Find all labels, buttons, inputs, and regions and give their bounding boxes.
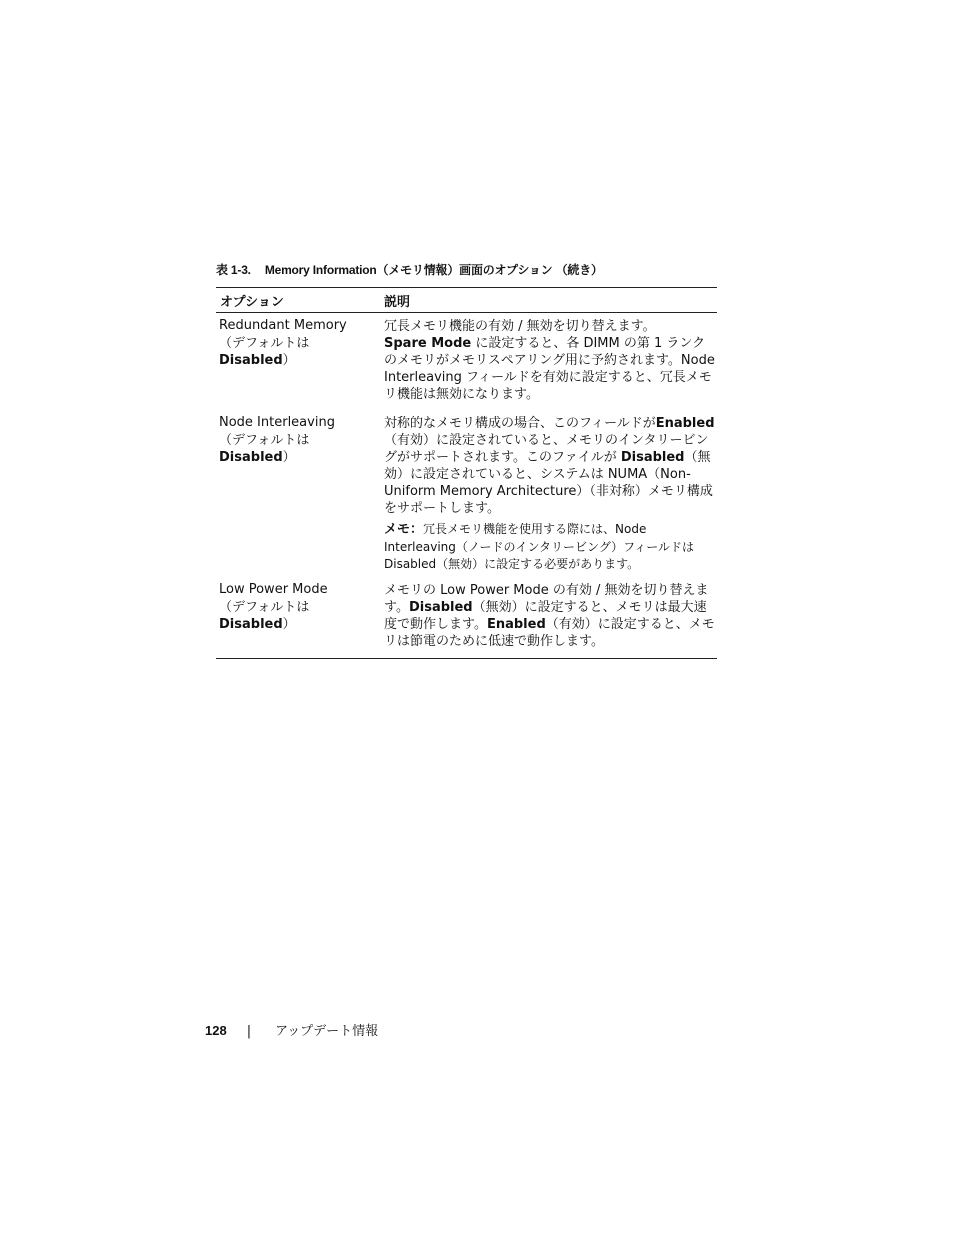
option-cell [216,317,381,410]
desc-text: 冗長メモリ機能の有効 / 無効を切り替えます。 [384,319,656,334]
section-name: アップデート情報 [275,1024,379,1039]
desc-text: （有効）に設定すると、メモリは節電のために低速で動作します。 [384,617,715,649]
note-text: 冗長メモリ機能を使用する際には、Node Interleaving（ノードのインタリービング）フィールドは Disabled（無効）に設定する必要があります。 [384,522,694,571]
table-title: Memory Information（メモリ情報）画面のオプション （続き） [264,263,603,277]
option-name: Node Interleaving [219,415,335,430]
desc-paragraph [384,318,717,335]
desc-text: （有効）に設定されていると、メモリのインタリービングがサポートされます。このファイルが [384,433,709,465]
table-row [216,579,717,658]
desc-paragraph [384,582,717,650]
page-number: 128 [205,1023,227,1038]
desc-bold: Disabled [620,450,685,465]
option-name: Low Power Mode [219,582,328,597]
option-cell [216,581,381,658]
table-row [216,313,717,410]
table-caption [216,261,736,278]
description-cell [381,414,717,579]
option-default [219,335,381,353]
default-value: Disabled [219,617,283,632]
desc-bold: Enabled [486,617,546,632]
table-header [216,288,717,313]
default-suffix: ） [282,617,296,632]
option-default [219,432,381,450]
option-cell [216,414,381,579]
page-footer [205,1020,378,1039]
desc-bold: Disabled [408,600,473,615]
desc-text: に設定すると、各 DIMM の第 1 ランクのメモリがメモリスペアリング用に予約されます。Node Interleaving フィールドを有効に設定すると、冗長メモリ機能は無効になります。 [384,336,715,402]
options-table [216,287,717,659]
default-value: Disabled [219,353,283,368]
default-prefix: （デフォルトは [219,432,310,448]
option-default-value [219,616,381,634]
default-suffix: ） [282,353,296,368]
option-default-value [219,352,381,370]
desc-text: （無効）に設定すると、メモリは最大速度で動作します。 [384,600,707,632]
desc-paragraph [384,335,717,403]
default-prefix: （デフォルトは [219,335,310,351]
desc-text: 対称的なメモリ構成の場合、このフィールドが [384,416,656,431]
option-default-value [219,449,381,467]
header-description: 説明 [384,294,411,310]
desc-text: メモリの Low Power Mode の有効 / 無効を切り替えます。 [384,583,709,615]
default-suffix: ） [282,450,296,465]
footer-separator: | [246,1024,252,1039]
default-value: Disabled [219,450,283,465]
note [384,521,717,574]
option-default [219,599,381,617]
desc-bold: Spare Mode [384,336,472,351]
description-cell [381,581,717,658]
header-option: オプション [220,294,284,310]
description-cell [381,317,717,410]
note-label: メモ： [384,522,424,537]
table-number: 表 1-3. [216,263,251,277]
desc-paragraph [384,415,717,517]
option-name: Redundant Memory [219,318,347,333]
table-row [216,410,717,579]
default-prefix: （デフォルトは [219,599,310,615]
desc-bold: Enabled [655,416,715,431]
desc-text: （無効）に設定されていると、システムは NUMA（Non-Uniform Memory Architecture）（非対称）メモリ構成をサポートします。 [384,450,713,516]
